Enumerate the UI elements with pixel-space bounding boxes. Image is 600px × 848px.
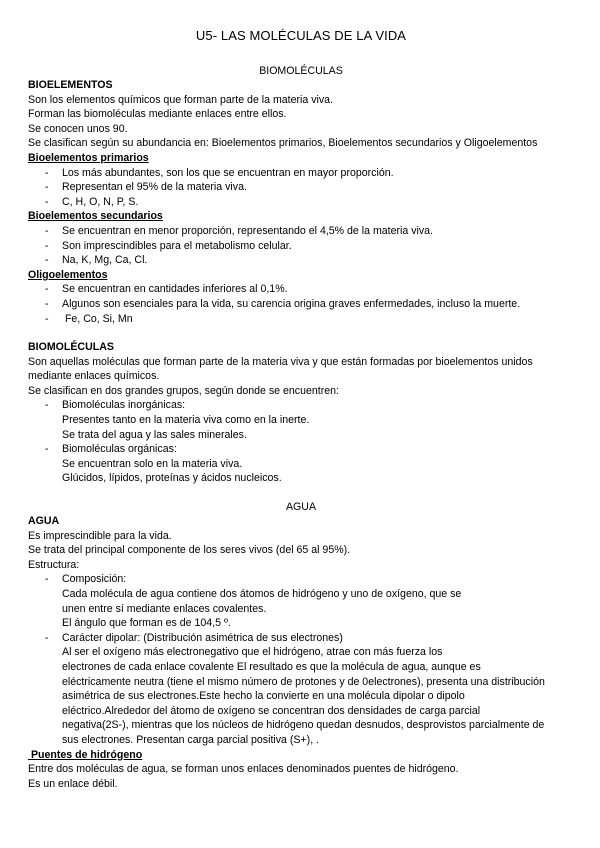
item-label: - Carácter dipolar: (Distribución asimétrica de sus electrones) bbox=[62, 631, 343, 644]
section-title-agua: AGUA bbox=[285, 501, 317, 514]
list-biomoleculas-grupos bbox=[28, 398, 574, 486]
spacer bbox=[28, 486, 574, 500]
list-item: - Se encuentran en menor proporción, representando el 4,5% de la materia viva. bbox=[28, 224, 574, 239]
item-line: eléctricamente neutra (tiene el mismo número de protones y de 0electrones), presenta una distribución bbox=[62, 675, 545, 688]
item-label: - Composición: bbox=[62, 573, 127, 586]
item-line: electrones de cada enlace covalente El resultado es que la molécula de agua, aunque es bbox=[62, 660, 481, 673]
paragraph-line: Entre dos moléculas de agua, se forman unos enlaces denominados puentes de hidrógeno. bbox=[28, 763, 459, 776]
item-line: eléctrico.Alrededor del átomo de oxígeno se concentran dos densidades de carga parcial bbox=[62, 704, 481, 717]
heading-agua: AGUA bbox=[28, 515, 60, 528]
section-title-biomoleculas: BIOMOLÉCULAS bbox=[259, 65, 343, 77]
item-label: - Biomoléculas inorgánicas: bbox=[62, 399, 186, 412]
spacer bbox=[28, 326, 574, 340]
item-line: Se encuentran solo en la materia viva. bbox=[62, 457, 243, 470]
list-secundarios bbox=[28, 224, 574, 268]
list-item-inorganicas bbox=[28, 398, 574, 442]
list-item: - Representan el 95% de la materia viva. bbox=[28, 180, 574, 195]
paragraph-line: Forman las biomoléculas mediante enlaces entre ellos. bbox=[28, 108, 287, 121]
paragraph-line: Es imprescindible para la vida. bbox=[28, 529, 172, 542]
heading-bioelementos: BIOELEMENTOS bbox=[28, 79, 113, 91]
list-item-dipolar bbox=[28, 631, 574, 748]
heading-biomoleculas: BIOMOLÉCULAS bbox=[28, 341, 114, 354]
item-line: asimétrica de sus electrones.Este hecho la convierte en una molécula dipolar o dipolo bbox=[62, 690, 465, 703]
heading-bioelementos-primarios: Bioelementos primarios bbox=[28, 151, 149, 164]
item-line: Se trata del agua y las sales minerales. bbox=[62, 428, 247, 441]
paragraph-line: Se clasifican según su abundancia en: Bioelementos primarios, Bioelementos secundarios y Oligoelementos bbox=[28, 137, 538, 150]
item-line: unen entre sí mediante enlaces covalentes. bbox=[62, 602, 267, 615]
list-item: - Na, K, Mg, Ca, Cl. bbox=[28, 253, 574, 268]
paragraph-line: Se trata del principal componente de los seres vivos (del 65 al 95%). bbox=[28, 544, 351, 557]
item-line: negativa(2S-), mientras que los núcleos de hidrógeno quedan desnudos, desprovistos parcialmente de bbox=[62, 719, 545, 732]
list-item: - Se encuentran en cantidades inferiores al 0,1%. bbox=[28, 282, 574, 297]
paragraph-line: Son los elementos químicos que forman parte de la materia viva. bbox=[28, 93, 334, 106]
heading-bioelementos-secundarios: Bioelementos secundarios bbox=[28, 210, 163, 223]
list-item-composicion bbox=[28, 572, 574, 630]
list-item: - Fe, Co, Si, Mn bbox=[28, 312, 574, 327]
list-estructura bbox=[28, 572, 574, 747]
paragraph-line: Es un enlace débil. bbox=[28, 777, 118, 790]
list-item: - Son imprescindibles para el metabolismo celular. bbox=[28, 239, 574, 254]
paragraph-line: Se conocen unos 90. bbox=[28, 122, 128, 135]
page-title: U5- LAS MOLÉCULAS DE LA VIDA bbox=[195, 28, 407, 43]
paragraph-line: Estructura: bbox=[28, 558, 80, 571]
heading-oligoelementos: Oligoelementos bbox=[28, 268, 108, 281]
paragraph-line: Se clasifican en dos grandes grupos, según donde se encuentren: bbox=[28, 384, 339, 397]
list-item: - C, H, O, N, P, S. bbox=[28, 195, 574, 210]
item-line: Al ser el oxígeno más electronegativo que el hidrógeno, atrae con más fuerza los bbox=[62, 646, 443, 659]
list-item: - Los más abundantes, son los que se encuentran en mayor proporción. bbox=[28, 166, 574, 181]
list-oligoelementos bbox=[28, 282, 574, 326]
item-line: sus electrones. Presentan carga parcial positiva (S+), . bbox=[62, 733, 320, 746]
item-line: Cada molécula de agua contiene dos átomos de hidrógeno y uno de oxígeno, que se bbox=[62, 588, 462, 600]
list-item: - Algunos son esenciales para la vida, su carencia origina graves enfermedades, incluso la muerte. bbox=[28, 297, 574, 312]
item-line: Presentes tanto en la materia viva como en la inerte. bbox=[62, 414, 310, 427]
heading-puentes-hidrogeno: Puentes de hidrógeno bbox=[28, 748, 143, 761]
list-primarios bbox=[28, 166, 574, 210]
item-label: - Biomoléculas orgánicas: bbox=[62, 443, 177, 456]
item-line: El ángulo que forman es de 104,5 º. bbox=[62, 617, 231, 630]
paragraph-intro: Son aquellas moléculas que forman parte de la materia viva y que están formadas por bioelementos unidos mediante enlaces químicos. bbox=[28, 355, 533, 383]
list-item-organicas bbox=[28, 442, 574, 486]
item-line: Glúcidos, lípidos, proteínas y ácidos nucleicos. bbox=[62, 472, 282, 485]
